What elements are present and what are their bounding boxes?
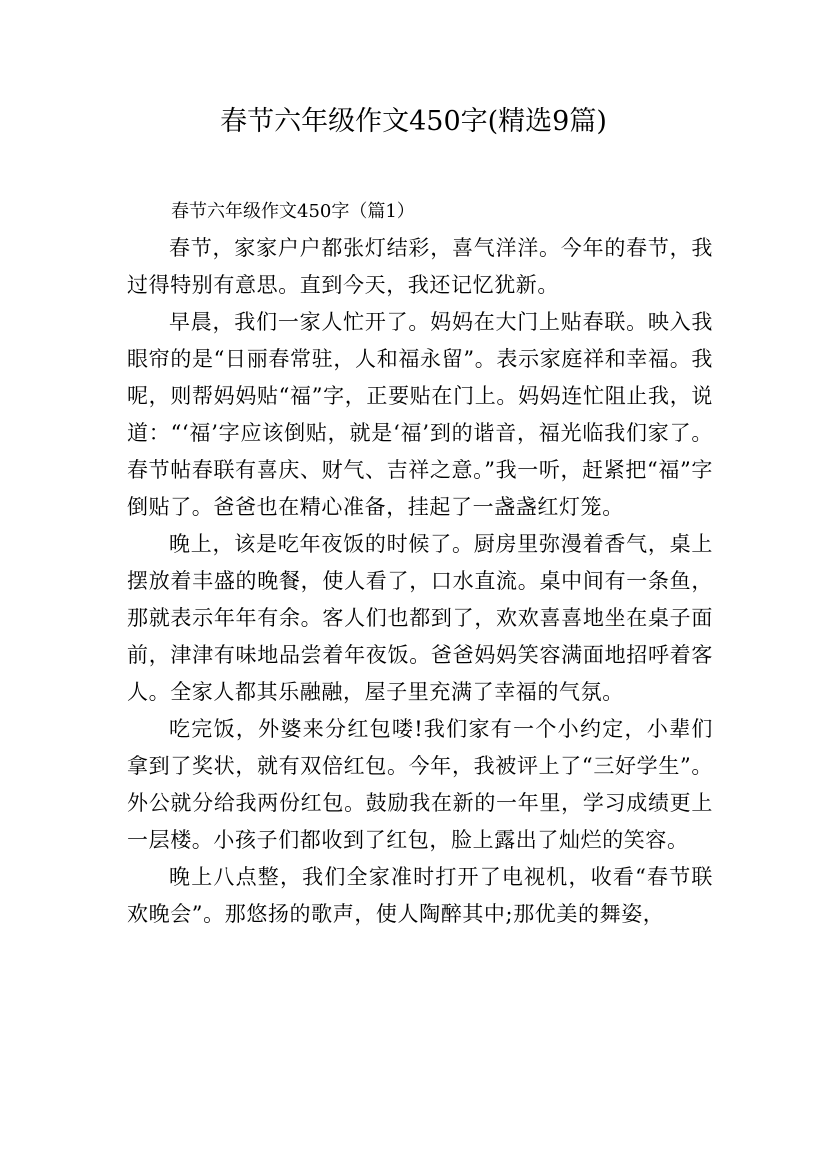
article-body [127,198,713,933]
section-heading: 春节六年级作文450字（篇1） [171,201,415,222]
page-title: 春节六年级作文450字(精选9篇) [220,106,607,137]
paragraph-3: 晚上，该是吃年夜饭的时候了。厨房里弥漫着香气，桌上摆放着丰盛的晚餐，使人看了，口水直流。桌中间有一条鱼，那就表示年年有余。客人们也都到了，欢欢喜喜地坐在桌子面前，津津有味地品尝着年夜饭。爸爸妈妈笑容满面地招呼着客人。全家人都其乐融融，屋子里充满了幸福的气氛。 [127,532,713,704]
paragraph-2: 早晨，我们一家人忙开了。妈妈在大门上贴春联。映入我眼帘的是“日丽春常驻，人和福永留”。表示家庭祥和幸福。我呢，则帮妈妈贴“福”字，正要贴在门上。妈妈连忙阻止我，说道：“‘福’字应该倒贴，就是‘福’到的谐音，福光临我们家了。春节帖春联有喜庆、财气、吉祥之意。”我一听，赶紧把“福”字倒贴了。爸爸也在精心准备，挂起了一盏盏红灯笼。 [127,310,713,519]
paragraph-4: 吃完饭，外婆来分红包喽!我们家有一个小约定，小辈们拿到了奖状，就有双倍红包。今年，我被评上了“三好学生”。外公就分给我两份红包。鼓励我在新的一年里，学习成绩更上一层楼。小孩子们都收到了红包，脸上露出了灿烂的笑容。 [127,717,713,852]
paragraph-5: 晚上八点整，我们全家准时打开了电视机，收看“春节联欢晚会”。那悠扬的歌声，使人陶醉其中;那优美的舞姿， [127,865,713,926]
paragraph-1: 春节，家家户户都张灯结彩，喜气洋洋。今年的春节，我过得特别有意思。直到今天，我还记忆犹新。 [127,236,713,297]
